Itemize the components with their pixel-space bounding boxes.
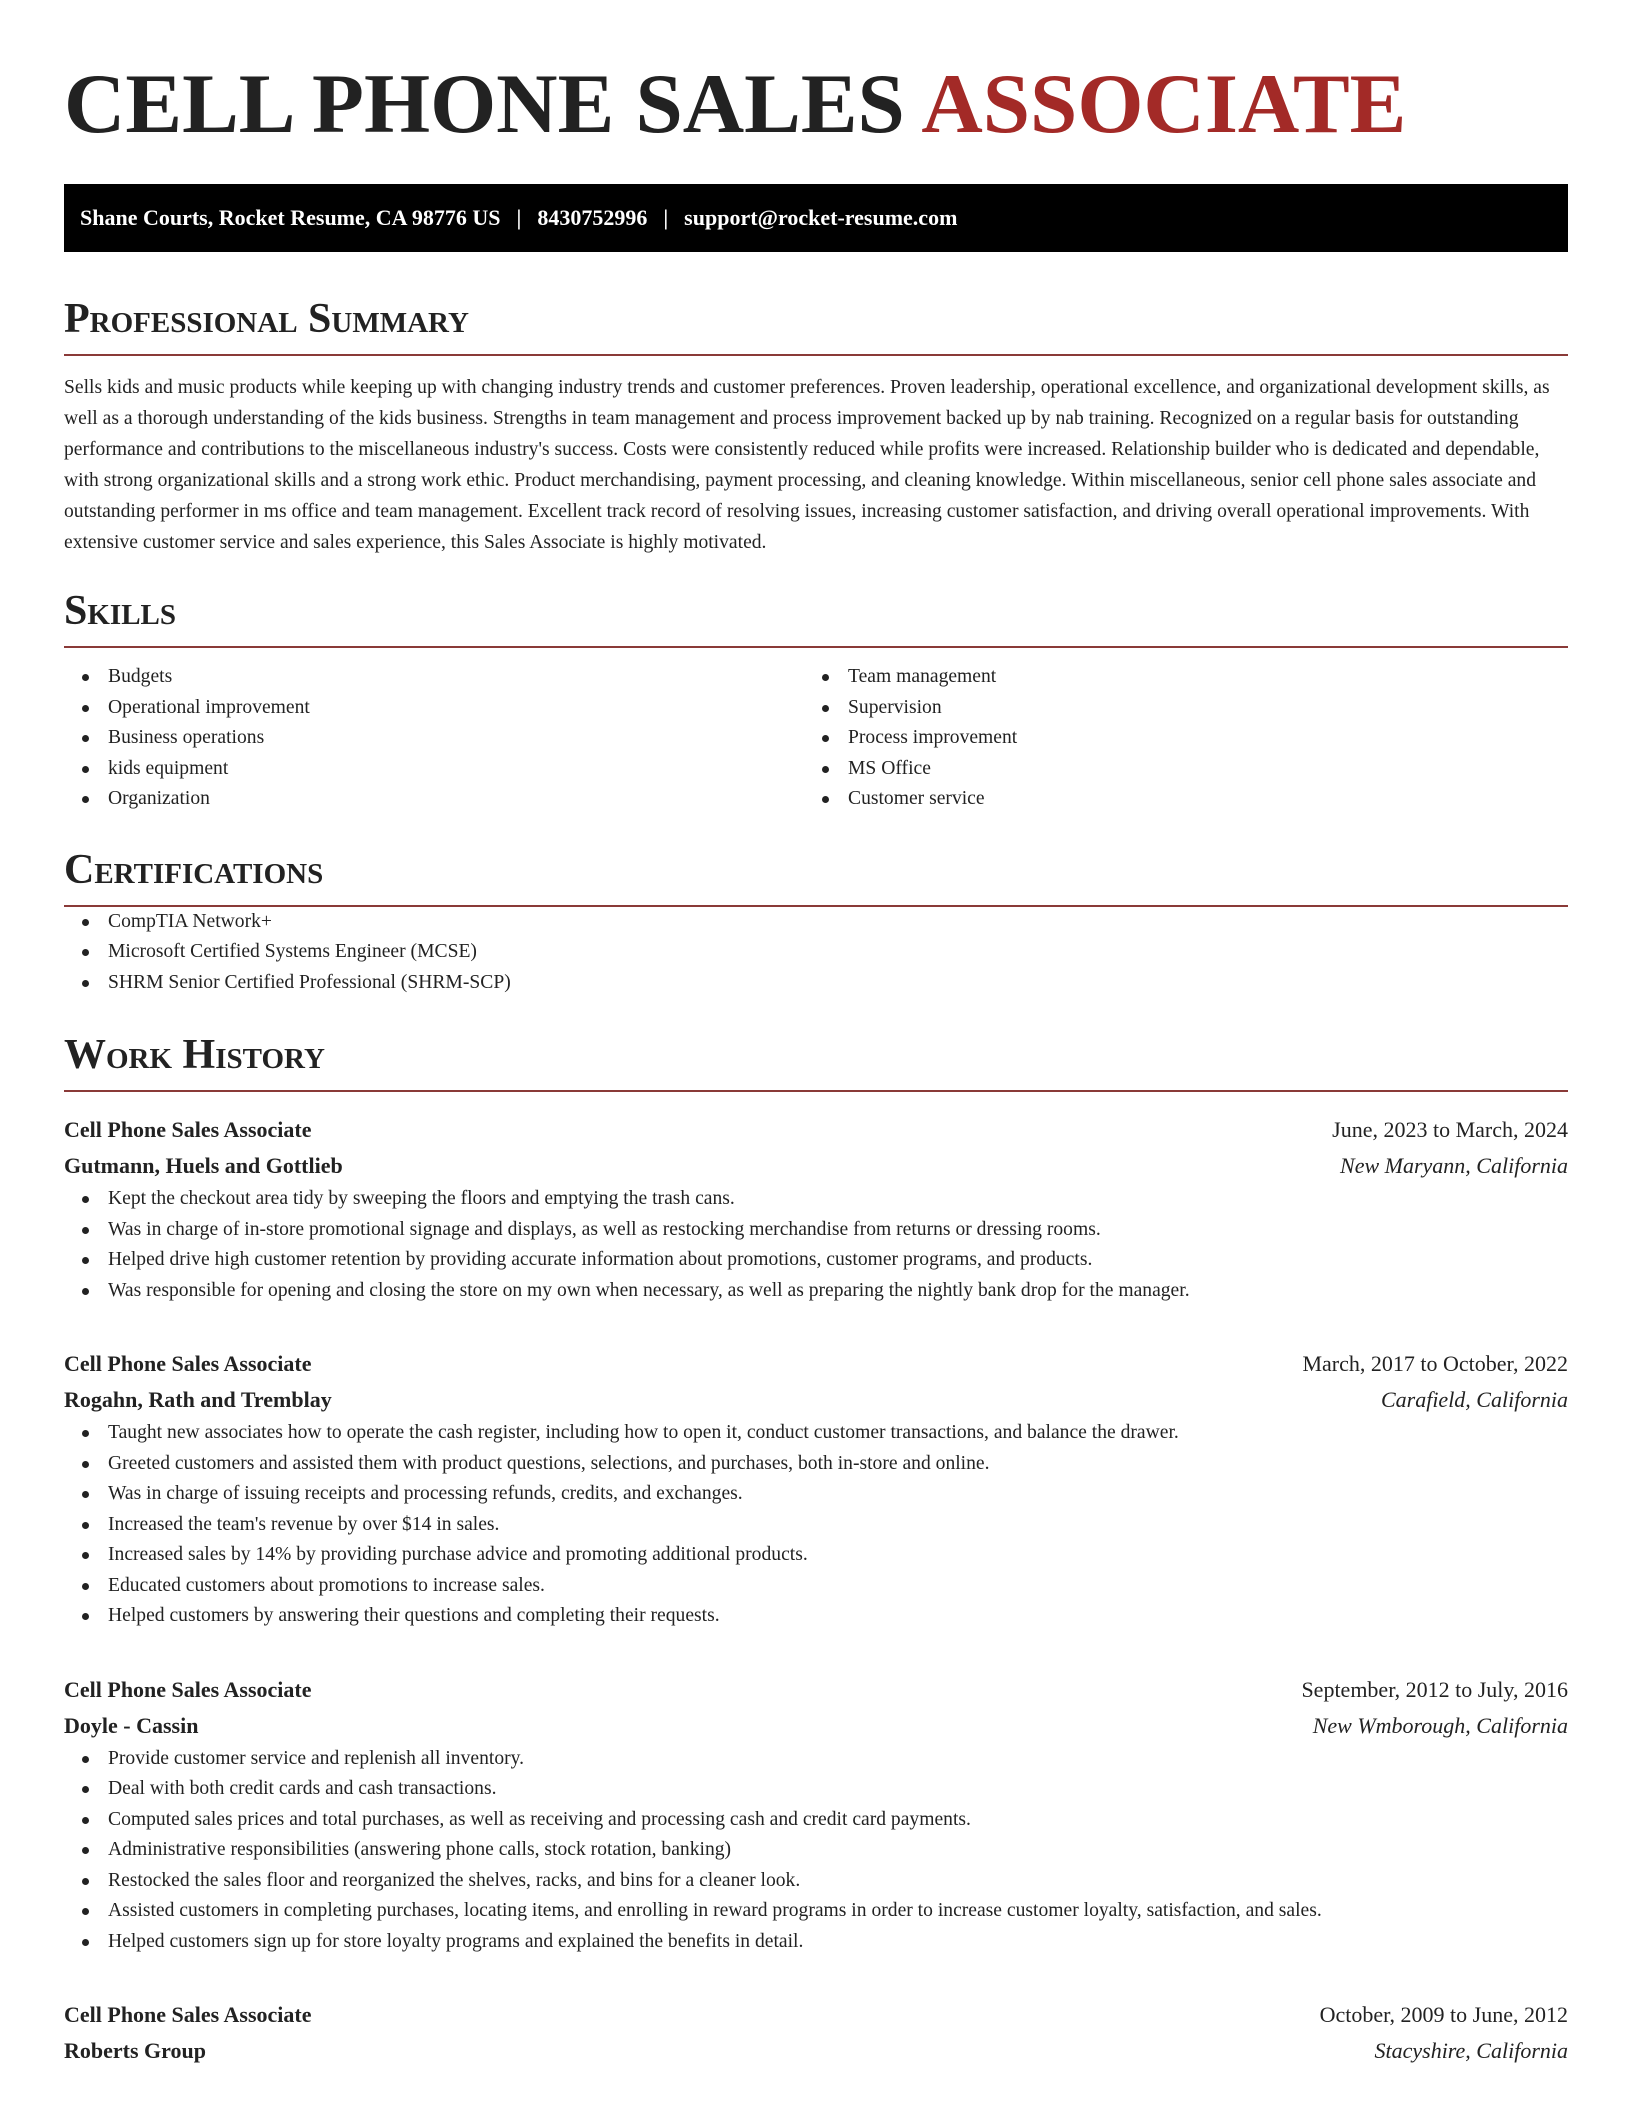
section-heading: Skills <box>64 586 1568 648</box>
work-history-section <box>64 1030 1568 2069</box>
job-location: New Maryann, California <box>1340 1153 1568 1178</box>
job-bullet: Greeted customers and assisted them with product questions, selections, and purchases, both in-store and online. <box>64 1449 1568 1480</box>
skill-item: Organization <box>64 784 804 815</box>
page-title <box>64 58 1568 150</box>
skill-item: kids equipment <box>64 754 804 785</box>
summary-text: Sells kids and music products while keeping up with changing industry trends and customer preferences. Proven leadership, operational excellence, and organizational development skills, as well as a thorough understanding of the kids business. Strengths in team management and process improvement backed up by nab training. Recognized on a regular basis for outstanding performance and contributions to the miscellaneous industry's success. Costs were consistently reduced while profits were increased. Relationship builder who is dedicated and dependable, with strong organizational skills and a strong work ethic. Product merchandising, payment processing, and cleaning knowledge. Within miscellaneous, senior cell phone sales associate and outstanding performer in ms office and team management. Excellent track record of resolving issues, increasing customer satisfaction, and driving overall operational improvements. With extensive customer service and sales experience, this Sales Associate is highly motivated. <box>64 377 1550 553</box>
contact-email: support@rocket-resume.com <box>684 205 958 230</box>
job-bullet: Helped drive high customer retention by providing accurate information about promotions, customer programs, and products. <box>64 1245 1568 1276</box>
job-dates: October, 2009 to June, 2012 <box>1319 2002 1568 2027</box>
job-dates: March, 2017 to October, 2022 <box>1302 1351 1568 1376</box>
job-bullets <box>64 1184 1568 1306</box>
job-company: Roberts Group <box>64 2038 206 2063</box>
resume-page <box>64 0 1568 2069</box>
job-company: Doyle - Cassin <box>64 1712 199 1738</box>
job-company: Gutmann, Huels and Gottlieb <box>64 1153 343 1178</box>
job-dates: June, 2023 to March, 2024 <box>1332 1117 1568 1142</box>
title-main: CELL PHONE SALES <box>64 57 922 151</box>
job-bullet: Deal with both credit cards and cash transactions. <box>64 1774 1568 1805</box>
job-bullet: Helped customers sign up for store loyalty programs and explained the benefits in detail. <box>64 1927 1568 1958</box>
certifications-section <box>64 845 1568 999</box>
job-title: Cell Phone Sales Associate <box>64 2002 312 2027</box>
certifications-list <box>64 907 1568 999</box>
skill-item: Process improvement <box>804 723 1544 754</box>
skill-item: Budgets <box>64 662 804 693</box>
skills-grid <box>64 662 1568 815</box>
job-bullet: Educated customers about promotions to increase sales. <box>64 1571 1568 1602</box>
certification-item: Microsoft Certified Systems Engineer (MCSE) <box>64 937 1568 968</box>
job-bullet: Was responsible for opening and closing the store on my own when necessary, as well as preparing the nightly bank drop for the manager. <box>64 1276 1568 1307</box>
contact-separator: | <box>516 205 522 230</box>
job-dates: September, 2012 to July, 2016 <box>1301 1676 1568 1702</box>
job-title: Cell Phone Sales Associate <box>64 1676 312 1702</box>
job-bullet: Helped customers by answering their questions and completing their requests. <box>64 1601 1568 1632</box>
job-bullet: Taught new associates how to operate the cash register, including how to open it, conduct customer transactions, and balance the drawer. <box>64 1418 1568 1449</box>
job-title: Cell Phone Sales Associate <box>64 1117 312 1142</box>
section-heading: Work History <box>64 1030 1568 1092</box>
section-heading: Certifications <box>64 845 1568 907</box>
skills-column-left <box>64 662 804 815</box>
job-bullet: Restocked the sales floor and reorganized the shelves, racks, and bins for a cleaner look. <box>64 1866 1568 1897</box>
skill-item: Customer service <box>804 784 1544 815</box>
job-title: Cell Phone Sales Associate <box>64 1351 312 1376</box>
job-location: Carafield, California <box>1380 1387 1568 1412</box>
job-company: Rogahn, Rath and Tremblay <box>64 1387 332 1412</box>
job-location: Stacyshire, California <box>1374 2038 1568 2063</box>
job-bullet: Kept the checkout area tidy by sweeping the floors and emptying the trash cans. <box>64 1184 1568 1215</box>
professional-summary-section <box>64 294 1568 558</box>
skill-item: Business operations <box>64 723 804 754</box>
job-bullet: Provide customer service and replenish all inventory. <box>64 1744 1568 1775</box>
skills-column-right <box>804 662 1544 815</box>
job-bullet: Computed sales prices and total purchases, as well as receiving and processing cash and credit card payments. <box>64 1805 1568 1836</box>
contact-bar <box>64 184 1568 252</box>
job-bullets <box>64 1418 1568 1632</box>
certification-item: SHRM Senior Certified Professional (SHRM-SCP) <box>64 968 1568 999</box>
job-bullet: Increased the team's revenue by over $14 in sales. <box>64 1510 1568 1541</box>
job-entry <box>64 1997 1568 2069</box>
title-accent: ASSOCIATE <box>921 57 1407 151</box>
skill-item: MS Office <box>804 754 1544 785</box>
job-location: New Wmborough, California <box>1312 1712 1568 1738</box>
contact-address: Shane Courts, Rocket Resume, CA 98776 US <box>80 205 501 230</box>
job-bullet: Was in charge of issuing receipts and processing refunds, credits, and exchanges. <box>64 1479 1568 1510</box>
contact-separator: | <box>663 205 669 230</box>
section-heading: Professional Summary <box>64 294 1568 356</box>
job-bullet: Was in charge of in-store promotional signage and displays, as well as restocking merchandise from returns or dressing rooms. <box>64 1215 1568 1246</box>
job-bullet: Administrative responsibilities (answering phone calls, stock rotation, banking) <box>64 1835 1568 1866</box>
contact-phone: 8430752996 <box>537 205 648 230</box>
skill-item: Team management <box>804 662 1544 693</box>
job-bullet: Increased sales by 14% by providing purchase advice and promoting additional products. <box>64 1540 1568 1571</box>
job-bullets <box>64 1744 1568 1958</box>
skill-item: Operational improvement <box>64 693 804 724</box>
job-entry <box>64 1672 1568 1958</box>
certification-item: CompTIA Network+ <box>64 907 1568 938</box>
skill-item: Supervision <box>804 693 1544 724</box>
job-entry <box>64 1346 1568 1632</box>
skills-section <box>64 586 1568 815</box>
job-bullet: Assisted customers in completing purchases, locating items, and enrolling in reward programs in order to increase customer loyalty, satisfaction, and sales. <box>64 1896 1568 1927</box>
job-entry <box>64 1112 1568 1306</box>
